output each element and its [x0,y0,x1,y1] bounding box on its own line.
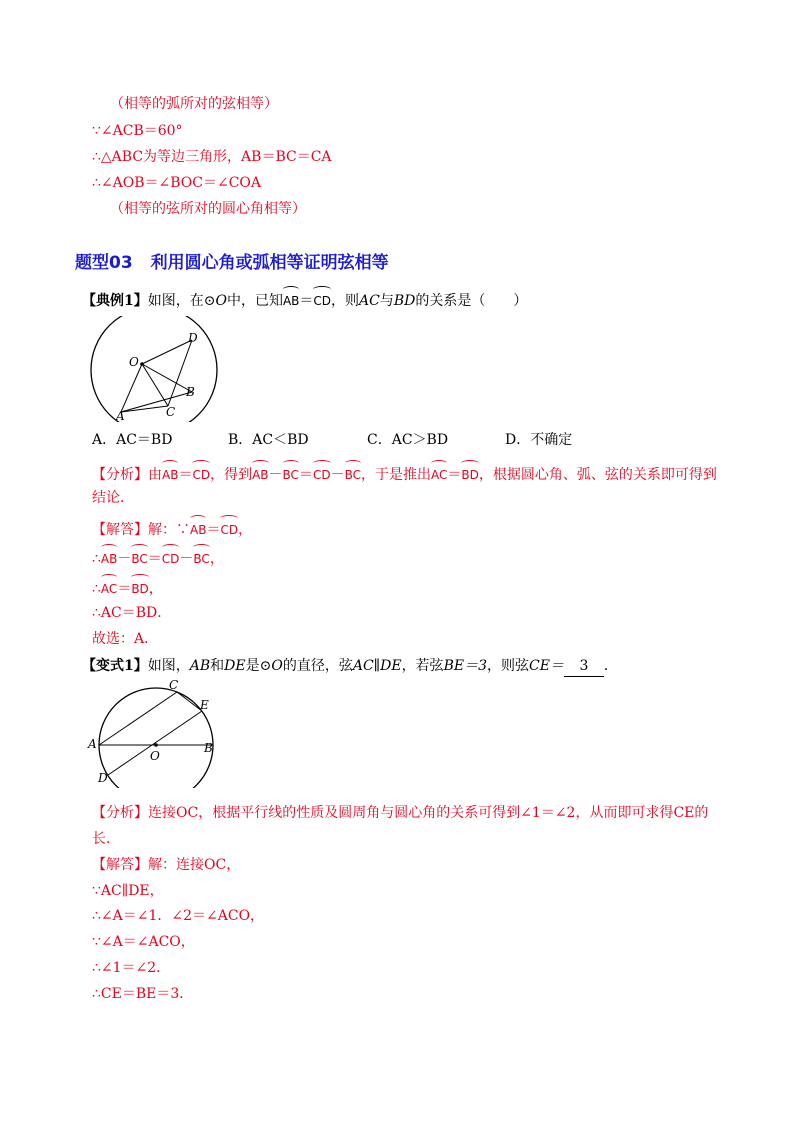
arc-bc: BC [345,462,361,485]
q-text: AB [189,658,211,674]
q-text: 如图， [147,658,190,674]
arc-cd: CD [313,462,331,485]
variant1-analysis-line-1 [92,803,708,823]
q-text: ，则 [331,293,360,309]
example1-tag: 【典例1】 [82,293,148,309]
label-d: D [188,331,198,345]
section-heading [75,248,389,273]
sol-text: ， [148,581,163,597]
example1-analysis-line-1 [92,462,717,485]
arc-bd: BD [461,462,478,485]
intro-line-1: （相等的弧所对的弦相等） [110,96,278,112]
sol-text: 解：∵ [148,522,190,538]
q-text: ＝ [299,293,314,309]
option-b: B．AC＜BD [228,432,309,448]
q-text: O [215,293,227,309]
an-text: ，于是推出 [360,467,431,483]
circle-outline [91,316,217,422]
variant1-solution-line-6: ∴CE＝BE＝3． [92,986,194,1002]
variant1-solution-line-2: ∵AC∥DE， [92,883,164,899]
arc-ab: AB [101,546,117,569]
q-text: ，若弦 [401,658,444,674]
option-d: D．不确定 [505,432,573,448]
arc-ab: AB [162,462,178,485]
answer-blank: 3 [564,656,604,677]
section-title: 利用圆心角或弧相等证明弦相等 [150,253,389,273]
an-text: － [268,467,283,483]
arc-cd: CD [313,288,331,311]
arc-ab: AB [190,517,206,540]
q-text: 是⊙ [245,658,272,674]
figure-circle-2 [86,676,226,788]
figure-circle-1 [82,316,222,422]
an-text: 由 [148,467,162,483]
arc-bc: BC [131,546,147,569]
label-b: B [204,741,213,755]
label-a: A [88,737,97,751]
q-text: O [271,658,283,674]
q-text: 的关系是（ ） [415,293,528,309]
sol-text: － [117,551,132,567]
arc-ac: AC [431,462,447,485]
an-text: ＝ [178,467,193,483]
label-c: C [166,405,176,419]
example1-solution-line-5: 故选：A． [92,631,159,647]
q-text: AC∥DE [352,658,402,674]
an-text: 连接OC，根据平行线的性质及圆周角与圆心角的关系可得到∠1＝∠2，从而即可求得CE的 [148,805,709,821]
sol-text: ， [238,522,253,538]
variant1-solution-line-5: ∴∠1＝∠2． [92,960,171,976]
an-text: － [330,467,345,483]
variant1-solution-line-1 [92,855,240,875]
section-number: 题型03 [75,253,133,273]
q-text: 中，已知 [226,293,283,309]
an-text: ＝ [447,467,462,483]
variant1-solution-line-4: ∵∠A＝∠ACO， [92,934,195,950]
label-o: O [129,355,139,369]
intro-line-5: （相等的弦所对的圆心角相等） [110,201,306,217]
arc-cd: CD [162,546,180,569]
q-text: 如图，在⊙ [147,293,216,309]
label-e: E [200,698,209,712]
q-text: AC [359,293,380,309]
sol-text: ＝ [117,581,132,597]
variant1-tag: 【变式1】 [82,658,148,674]
an-text: ，得到 [210,467,253,483]
label-b: B [186,385,195,399]
intro-line-3: ∴△ABC为等边三角形，AB＝BC＝CA [92,149,332,165]
intro-line-2: ∵∠ACB＝60° [92,123,183,139]
sol-text: ， [209,551,224,567]
q-text: ． [603,658,618,674]
arc-bc: BC [193,546,209,569]
example1-solution-line-3 [92,576,163,599]
sol-text: ∴ [92,581,101,597]
solution-tag: 【解答】 [92,522,148,538]
analysis-tag: 【分析】 [92,805,148,821]
an-text: ＝ [298,467,313,483]
example1-solution-line-1 [92,517,252,540]
circle-outline [99,688,213,788]
example1-question [82,288,527,311]
arc-bc: BC [283,462,299,485]
label-a: A [116,409,125,422]
arc-ac: AC [101,576,117,599]
arc-ab: AB [252,462,268,485]
variant1-solution-line-3: ∴∠A＝∠1．∠2＝∠ACO， [92,908,265,924]
arc-cd: CD [192,462,210,485]
example1-solution-line-2 [92,546,224,569]
q-text: 的直径，弦 [282,658,353,674]
variant1-question [82,656,618,677]
sol-text: ＝ [206,522,221,538]
q-text: BD [393,293,416,309]
intro-line-4: ∴∠AOB＝∠BOC＝∠COA [92,175,262,191]
sol-text: ∴ [92,551,101,567]
variant1-analysis-line-2: 长． [92,831,120,847]
arc-bd: BD [131,576,148,599]
q-text: BE＝3 [443,658,487,674]
solution-tag: 【解答】 [92,857,148,873]
q-text: ，则弦 [486,658,529,674]
option-a: A．AC＝BD [92,432,173,448]
arc-ab: AB [283,288,299,311]
sol-text: ＝ [147,551,162,567]
arc-cd: CD [220,517,238,540]
q-text: 与 [379,293,394,309]
option-c: C．AC＞BD [367,432,449,448]
label-c: C [169,678,179,692]
sol-text: － [179,551,194,567]
q-text: 和 [210,658,225,674]
sol-text: 解：连接OC， [148,857,241,873]
label-o: O [150,749,160,763]
example1-analysis-line-2: 结论． [92,490,134,506]
q-text: DE [224,658,246,674]
q-text: CE＝ [528,658,564,674]
an-text: ，根据圆心角、弧、弦的关系即可得到 [478,467,717,483]
label-d: D [98,771,108,785]
example1-solution-line-4: ∴AC＝BD． [92,605,172,621]
analysis-tag: 【分析】 [92,467,148,483]
